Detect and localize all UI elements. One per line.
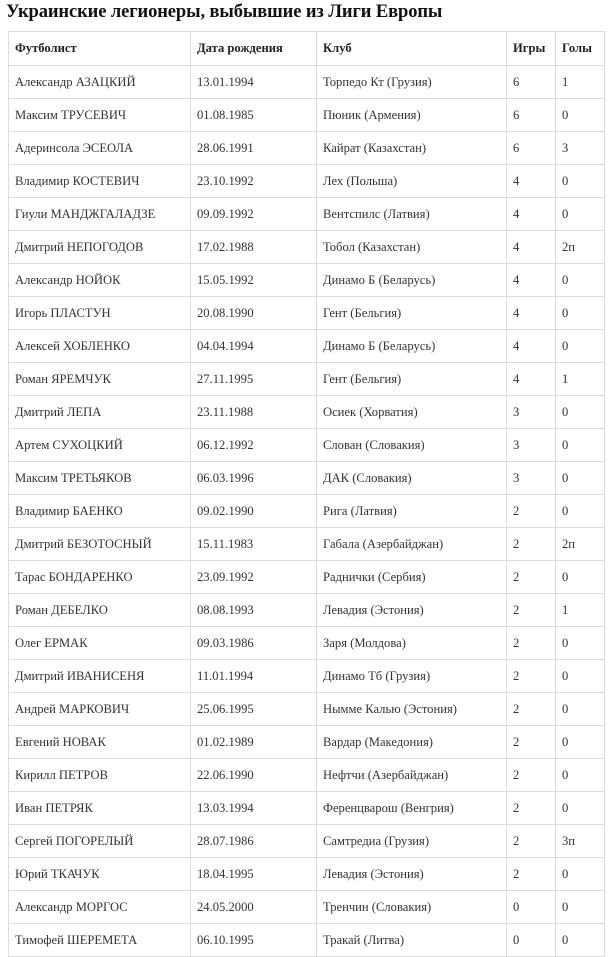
games-cell: 2 bbox=[507, 495, 556, 528]
table-row bbox=[9, 528, 605, 561]
goals-cell: 2п bbox=[556, 231, 605, 264]
goals-cell: 0 bbox=[556, 165, 605, 198]
birth-date-cell: 13.01.1994 bbox=[191, 66, 317, 99]
club-cell: Нымме Калью (Эстония) bbox=[317, 693, 507, 726]
legionnaires-table bbox=[8, 31, 605, 957]
player-name-cell: Тимофей ШЕРЕМЕТА bbox=[9, 924, 191, 957]
table-row bbox=[9, 594, 605, 627]
club-cell: Нефтчи (Азербайджан) bbox=[317, 759, 507, 792]
player-name-cell: Александр НОЙОК bbox=[9, 264, 191, 297]
club-cell: Вентспилс (Латвия) bbox=[317, 198, 507, 231]
table-row bbox=[9, 924, 605, 957]
goals-cell: 0 bbox=[556, 627, 605, 660]
table-row bbox=[9, 330, 605, 363]
birth-date-cell: 25.06.1995 bbox=[191, 693, 317, 726]
birth-date-cell: 24.05.2000 bbox=[191, 891, 317, 924]
header-club: Клуб bbox=[317, 32, 507, 66]
player-name-cell: Гиули МАНДЖГАЛАДЗЕ bbox=[9, 198, 191, 231]
birth-date-cell: 09.02.1990 bbox=[191, 495, 317, 528]
club-cell: Тренчин (Словакия) bbox=[317, 891, 507, 924]
birth-date-cell: 28.06.1991 bbox=[191, 132, 317, 165]
games-cell: 2 bbox=[507, 594, 556, 627]
goals-cell: 0 bbox=[556, 198, 605, 231]
player-name-cell: Дмитрий БЕЗОТОСНЫЙ bbox=[9, 528, 191, 561]
birth-date-cell: 09.03.1986 bbox=[191, 627, 317, 660]
player-name-cell: Юрий ТКАЧУК bbox=[9, 858, 191, 891]
table-row bbox=[9, 165, 605, 198]
club-cell: Динамо Тб (Грузия) bbox=[317, 660, 507, 693]
club-cell: Гент (Бельгия) bbox=[317, 297, 507, 330]
goals-cell: 2п bbox=[556, 528, 605, 561]
games-cell: 3 bbox=[507, 462, 556, 495]
birth-date-cell: 06.03.1996 bbox=[191, 462, 317, 495]
games-cell: 4 bbox=[507, 264, 556, 297]
table-body bbox=[9, 66, 605, 957]
player-name-cell: Дмитрий ИВАНИСЕНЯ bbox=[9, 660, 191, 693]
table-row bbox=[9, 231, 605, 264]
birth-date-cell: 06.10.1995 bbox=[191, 924, 317, 957]
table-row bbox=[9, 99, 605, 132]
player-name-cell: Кирилл ПЕТРОВ bbox=[9, 759, 191, 792]
birth-date-cell: 28.07.1986 bbox=[191, 825, 317, 858]
games-cell: 2 bbox=[507, 660, 556, 693]
club-cell: Слован (Словакия) bbox=[317, 429, 507, 462]
games-cell: 2 bbox=[507, 825, 556, 858]
table-row bbox=[9, 759, 605, 792]
player-name-cell: Артем СУХОЦКИЙ bbox=[9, 429, 191, 462]
table-row bbox=[9, 363, 605, 396]
header-games: Игры bbox=[507, 32, 556, 66]
club-cell: Осиек (Хорватия) bbox=[317, 396, 507, 429]
goals-cell: 0 bbox=[556, 495, 605, 528]
games-cell: 2 bbox=[507, 792, 556, 825]
header-goals: Голы bbox=[556, 32, 605, 66]
table-row bbox=[9, 726, 605, 759]
goals-cell: 0 bbox=[556, 297, 605, 330]
header-player: Футболист bbox=[9, 32, 191, 66]
goals-cell: 0 bbox=[556, 429, 605, 462]
games-cell: 3 bbox=[507, 396, 556, 429]
player-name-cell: Максим ТРУСЕВИЧ bbox=[9, 99, 191, 132]
player-name-cell: Дмитрий ЛЕПА bbox=[9, 396, 191, 429]
club-cell: ДАК (Словакия) bbox=[317, 462, 507, 495]
table-row bbox=[9, 627, 605, 660]
goals-cell: 0 bbox=[556, 660, 605, 693]
player-name-cell: Иван ПЕТРЯК bbox=[9, 792, 191, 825]
club-cell: Тобол (Казахстан) bbox=[317, 231, 507, 264]
club-cell: Гент (Бельгия) bbox=[317, 363, 507, 396]
goals-cell: 1 bbox=[556, 363, 605, 396]
table-header bbox=[9, 32, 605, 66]
birth-date-cell: 22.06.1990 bbox=[191, 759, 317, 792]
header-birth-date: Дата рождения bbox=[191, 32, 317, 66]
table-row bbox=[9, 891, 605, 924]
goals-cell: 0 bbox=[556, 792, 605, 825]
player-name-cell: Владимир БАЕНКО bbox=[9, 495, 191, 528]
table-row bbox=[9, 660, 605, 693]
table-row bbox=[9, 132, 605, 165]
games-cell: 6 bbox=[507, 99, 556, 132]
birth-date-cell: 08.08.1993 bbox=[191, 594, 317, 627]
birth-date-cell: 20.08.1990 bbox=[191, 297, 317, 330]
goals-cell: 0 bbox=[556, 264, 605, 297]
club-cell: Самтредиа (Грузия) bbox=[317, 825, 507, 858]
club-cell: Торпедо Кт (Грузия) bbox=[317, 66, 507, 99]
club-cell: Левадия (Эстония) bbox=[317, 858, 507, 891]
player-name-cell: Игорь ПЛАСТУН bbox=[9, 297, 191, 330]
games-cell: 4 bbox=[507, 198, 556, 231]
goals-cell: 3п bbox=[556, 825, 605, 858]
games-cell: 6 bbox=[507, 66, 556, 99]
table-row bbox=[9, 858, 605, 891]
player-name-cell: Дмитрий НЕПОГОДОВ bbox=[9, 231, 191, 264]
games-cell: 2 bbox=[507, 858, 556, 891]
club-cell: Вардар (Македония) bbox=[317, 726, 507, 759]
birth-date-cell: 23.11.1988 bbox=[191, 396, 317, 429]
games-cell: 4 bbox=[507, 363, 556, 396]
player-name-cell: Тарас БОНДАРЕНКО bbox=[9, 561, 191, 594]
games-cell: 0 bbox=[507, 924, 556, 957]
club-cell: Пюник (Армения) bbox=[317, 99, 507, 132]
table-row bbox=[9, 693, 605, 726]
games-cell: 2 bbox=[507, 726, 556, 759]
player-name-cell: Адеринсола ЭСЕОЛА bbox=[9, 132, 191, 165]
goals-cell: 0 bbox=[556, 561, 605, 594]
player-name-cell: Александр АЗАЦКИЙ bbox=[9, 66, 191, 99]
goals-cell: 1 bbox=[556, 66, 605, 99]
table-row bbox=[9, 825, 605, 858]
player-name-cell: Сергей ПОГОРЕЛЫЙ bbox=[9, 825, 191, 858]
player-name-cell: Алексей ХОБЛЕНКО bbox=[9, 330, 191, 363]
goals-cell: 0 bbox=[556, 726, 605, 759]
table-row bbox=[9, 396, 605, 429]
games-cell: 2 bbox=[507, 693, 556, 726]
goals-cell: 1 bbox=[556, 594, 605, 627]
table-row bbox=[9, 66, 605, 99]
club-cell: Тракай (Литва) bbox=[317, 924, 507, 957]
player-name-cell: Роман ДЕБЕЛКО bbox=[9, 594, 191, 627]
games-cell: 4 bbox=[507, 297, 556, 330]
goals-cell: 0 bbox=[556, 924, 605, 957]
table-row bbox=[9, 297, 605, 330]
goals-cell: 0 bbox=[556, 396, 605, 429]
club-cell: Левадия (Эстония) bbox=[317, 594, 507, 627]
table-row bbox=[9, 792, 605, 825]
goals-cell: 3 bbox=[556, 132, 605, 165]
player-name-cell: Владимир КОСТЕВИЧ bbox=[9, 165, 191, 198]
player-name-cell: Роман ЯРЕМЧУК bbox=[9, 363, 191, 396]
goals-cell: 0 bbox=[556, 891, 605, 924]
birth-date-cell: 09.09.1992 bbox=[191, 198, 317, 231]
goals-cell: 0 bbox=[556, 858, 605, 891]
birth-date-cell: 11.01.1994 bbox=[191, 660, 317, 693]
player-name-cell: Олег ЕРМАК bbox=[9, 627, 191, 660]
club-cell: Рига (Латвия) bbox=[317, 495, 507, 528]
birth-date-cell: 27.11.1995 bbox=[191, 363, 317, 396]
birth-date-cell: 13.03.1994 bbox=[191, 792, 317, 825]
birth-date-cell: 04.04.1994 bbox=[191, 330, 317, 363]
birth-date-cell: 06.12.1992 bbox=[191, 429, 317, 462]
goals-cell: 0 bbox=[556, 330, 605, 363]
goals-cell: 0 bbox=[556, 759, 605, 792]
table-row bbox=[9, 561, 605, 594]
player-name-cell: Андрей МАРКОВИЧ bbox=[9, 693, 191, 726]
table-row bbox=[9, 495, 605, 528]
birth-date-cell: 18.04.1995 bbox=[191, 858, 317, 891]
club-cell: Динамо Б (Беларусь) bbox=[317, 330, 507, 363]
club-cell: Лех (Польша) bbox=[317, 165, 507, 198]
player-name-cell: Александр МОРГОС bbox=[9, 891, 191, 924]
birth-date-cell: 01.08.1985 bbox=[191, 99, 317, 132]
club-cell: Заря (Молдова) bbox=[317, 627, 507, 660]
club-cell: Кайрат (Казахстан) bbox=[317, 132, 507, 165]
games-cell: 0 bbox=[507, 891, 556, 924]
table-row bbox=[9, 462, 605, 495]
games-cell: 4 bbox=[507, 330, 556, 363]
birth-date-cell: 23.09.1992 bbox=[191, 561, 317, 594]
games-cell: 6 bbox=[507, 132, 556, 165]
games-cell: 2 bbox=[507, 759, 556, 792]
birth-date-cell: 23.10.1992 bbox=[191, 165, 317, 198]
table-row bbox=[9, 264, 605, 297]
club-cell: Раднички (Сербия) bbox=[317, 561, 507, 594]
goals-cell: 0 bbox=[556, 693, 605, 726]
goals-cell: 0 bbox=[556, 99, 605, 132]
birth-date-cell: 15.11.1983 bbox=[191, 528, 317, 561]
goals-cell: 0 bbox=[556, 462, 605, 495]
games-cell: 2 bbox=[507, 561, 556, 594]
club-cell: Динамо Б (Беларусь) bbox=[317, 264, 507, 297]
table-row bbox=[9, 429, 605, 462]
club-cell: Ференцварош (Венгрия) bbox=[317, 792, 507, 825]
games-cell: 4 bbox=[507, 165, 556, 198]
player-name-cell: Евгений НОВАК bbox=[9, 726, 191, 759]
page-title: Украинские легионеры, выбывшие из Лиги Европы bbox=[6, 2, 443, 22]
player-name-cell: Максим ТРЕТЬЯКОВ bbox=[9, 462, 191, 495]
birth-date-cell: 17.02.1988 bbox=[191, 231, 317, 264]
games-cell: 3 bbox=[507, 429, 556, 462]
games-cell: 4 bbox=[507, 231, 556, 264]
club-cell: Габала (Азербайджан) bbox=[317, 528, 507, 561]
birth-date-cell: 15.05.1992 bbox=[191, 264, 317, 297]
games-cell: 2 bbox=[507, 627, 556, 660]
birth-date-cell: 01.02.1989 bbox=[191, 726, 317, 759]
header-row bbox=[9, 32, 605, 66]
games-cell: 2 bbox=[507, 528, 556, 561]
table-row bbox=[9, 198, 605, 231]
